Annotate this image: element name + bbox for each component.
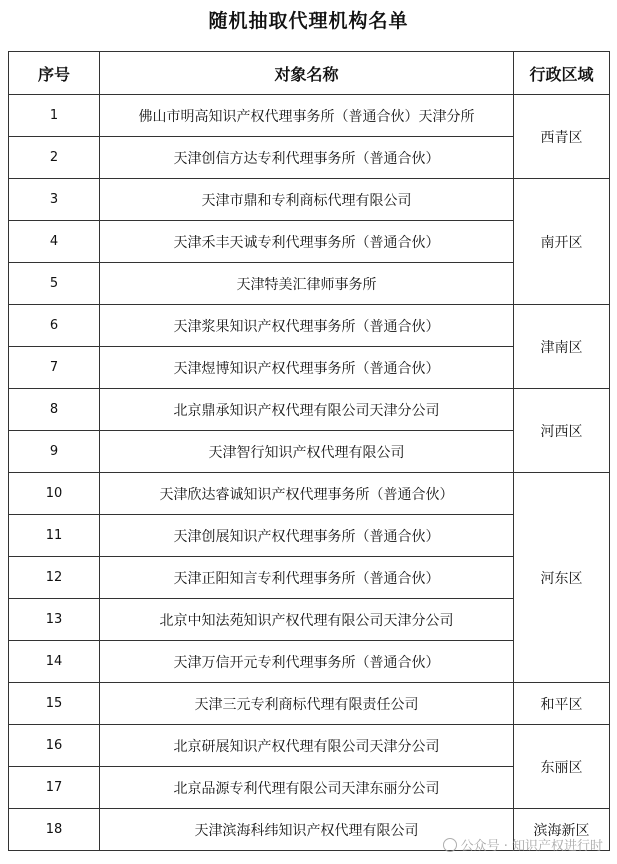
row-name: 天津欣达睿诚知识产权代理事务所（普通合伙） [100, 473, 514, 515]
header-name: 对象名称 [100, 52, 514, 95]
table-row [9, 179, 610, 221]
row-name: 佛山市明高知识产权代理事务所（普通合伙）天津分所 [100, 95, 514, 137]
row-name: 天津浆果知识产权代理事务所（普通合伙） [100, 305, 514, 347]
row-district: 和平区 [514, 683, 610, 725]
row-seq: 10 [9, 473, 100, 515]
row-seq: 9 [9, 431, 100, 473]
row-seq: 11 [9, 515, 100, 557]
page-title: 随机抽取代理机构名单 [208, 10, 409, 32]
row-name: 天津滨海科纬知识产权代理有限公司 [100, 809, 514, 851]
watermark [443, 835, 603, 854]
row-name: 天津正阳知言专利代理事务所（普通合伙） [100, 557, 514, 599]
agency-table [8, 51, 610, 851]
row-name: 天津创展知识产权代理事务所（普通合伙） [100, 515, 514, 557]
row-seq: 8 [9, 389, 100, 431]
table-row [9, 473, 610, 515]
row-seq: 2 [9, 137, 100, 179]
row-name: 天津创信方达专利代理事务所（普通合伙） [100, 137, 514, 179]
row-seq: 17 [9, 767, 100, 809]
row-seq: 3 [9, 179, 100, 221]
table-row [9, 389, 610, 431]
row-name: 天津三元专利商标代理有限责任公司 [100, 683, 514, 725]
table-header-row [9, 52, 610, 95]
row-district: 河西区 [514, 389, 610, 473]
row-seq: 5 [9, 263, 100, 305]
row-seq: 16 [9, 725, 100, 767]
watermark-text: 公众号 · 知识产权进行时 [460, 839, 603, 854]
row-name: 天津禾丰天诚专利代理事务所（普通合伙） [100, 221, 514, 263]
row-name: 天津万信开元专利代理事务所（普通合伙） [100, 641, 514, 683]
row-district: 南开区 [514, 179, 610, 305]
table-row [9, 305, 610, 347]
table-row [9, 725, 610, 767]
row-seq: 7 [9, 347, 100, 389]
row-district: 河东区 [514, 473, 610, 683]
row-seq: 15 [9, 683, 100, 725]
row-district: 滨海新区 [514, 809, 610, 851]
row-name: 北京中知法苑知识产权代理有限公司天津分公司 [100, 599, 514, 641]
row-name: 北京研展知识产权代理有限公司天津分公司 [100, 725, 514, 767]
row-name: 北京品源专利代理有限公司天津东丽分公司 [100, 767, 514, 809]
header-seq: 序号 [9, 52, 100, 95]
row-name: 天津智行知识产权代理有限公司 [100, 431, 514, 473]
table-body [9, 95, 610, 851]
row-name: 北京鼎承知识产权代理有限公司天津分公司 [100, 389, 514, 431]
row-district: 东丽区 [514, 725, 610, 809]
header-district: 行政区域 [514, 52, 610, 95]
row-seq: 18 [9, 809, 100, 851]
row-seq: 4 [9, 221, 100, 263]
table-row [9, 683, 610, 725]
row-name: 天津特美汇律师事务所 [100, 263, 514, 305]
row-name: 天津市鼎和专利商标代理有限公司 [100, 179, 514, 221]
row-seq: 6 [9, 305, 100, 347]
row-seq: 13 [9, 599, 100, 641]
table-row [9, 95, 610, 137]
row-seq: 1 [9, 95, 100, 137]
row-name: 天津煜博知识产权代理事务所（普通合伙） [100, 347, 514, 389]
row-district: 津南区 [514, 305, 610, 389]
row-district: 西青区 [514, 95, 610, 179]
wechat-icon [443, 838, 457, 852]
row-seq: 14 [9, 641, 100, 683]
row-seq: 12 [9, 557, 100, 599]
